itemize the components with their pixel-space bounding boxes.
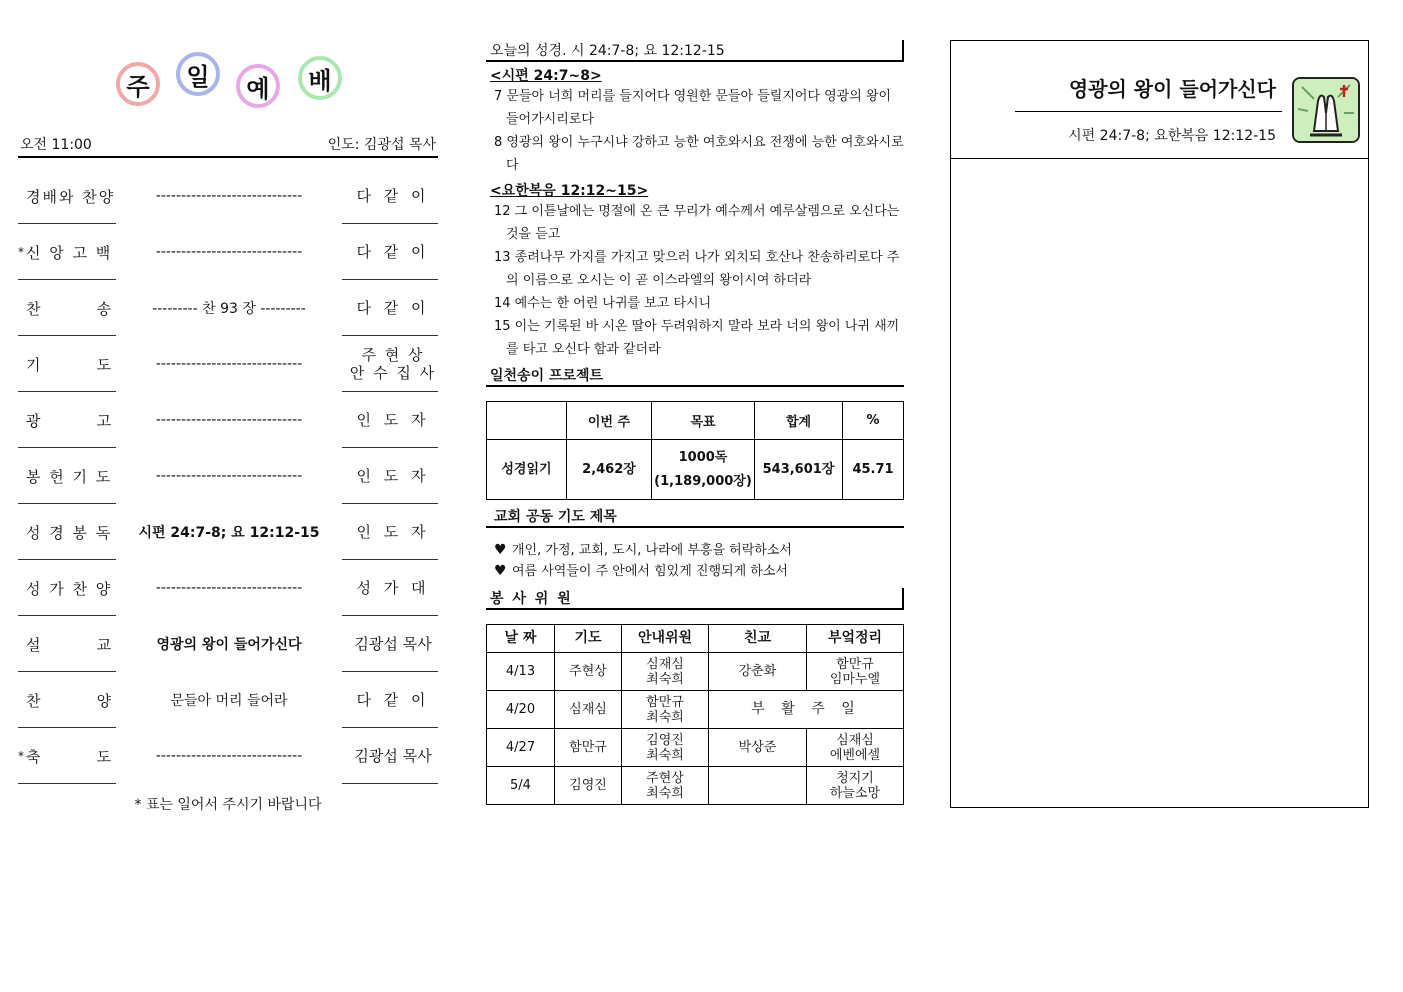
order-detail: ----------------------------- xyxy=(155,412,303,428)
verse: 13 종려나무 가지를 가지고 맞으러 나가 외치되 호산나 찬송하리로다 주의 이름으로 오시는 이 곧 이스라엘의 왕이시여 하더라 xyxy=(494,250,900,288)
sermon-panel xyxy=(950,40,1369,808)
hymn-title: 문들아 머리 들어라 xyxy=(170,693,288,709)
order-list xyxy=(18,168,438,784)
table-header-row xyxy=(487,625,904,653)
prayer-cell: 김영진 xyxy=(555,767,622,805)
fellowship-cell xyxy=(709,767,807,805)
title-char: 배 xyxy=(298,56,342,100)
standing-mark: * xyxy=(18,749,24,763)
order-person: 성 가 대 xyxy=(342,560,438,616)
order-label: 봉 헌 기 도 xyxy=(18,448,116,504)
heart-icon: ♥ xyxy=(494,542,507,558)
sermon-header xyxy=(951,41,1368,159)
fellowship-cell: 강춘화 xyxy=(709,653,807,691)
table-row xyxy=(487,440,904,500)
prayer-cell: 함만규 xyxy=(555,729,622,767)
john-label: <요한복음 12:12~15> xyxy=(490,183,649,199)
table-row xyxy=(487,691,904,729)
order-row xyxy=(18,672,438,728)
verse: 12 그 이튿날에는 명절에 온 큰 무리가 예수께서 예루살렘으로 오신다는 것을 듣고 xyxy=(494,204,900,242)
order-label: 축 도 xyxy=(18,728,116,784)
standing-footnote: * 표는 일어서 주시기 바랍니다 xyxy=(134,797,322,813)
scripture-heading: 오늘의 성경. 시 24:7-8; 요 12:12-15 xyxy=(486,40,904,62)
divider xyxy=(1015,111,1282,112)
order-detail: ----------------------------- xyxy=(155,468,303,484)
order-person: 인 도 자 xyxy=(342,504,438,560)
order-detail: ----------------------------- xyxy=(155,356,303,372)
order-row xyxy=(18,448,438,504)
table-header: 날 짜 xyxy=(487,625,555,653)
table-header: 목표 xyxy=(652,402,755,440)
project-table xyxy=(486,401,904,500)
table-row xyxy=(487,767,904,805)
goal-line: 1000독 xyxy=(678,449,728,465)
goal-cell xyxy=(652,440,755,500)
order-row xyxy=(18,392,438,448)
date-cell: 4/27 xyxy=(487,729,555,767)
order-row xyxy=(18,224,438,280)
table-row xyxy=(487,729,904,767)
order-row xyxy=(18,336,438,392)
order-label: 찬 송 xyxy=(18,280,116,336)
order-person: 인 도 자 xyxy=(342,392,438,448)
heart-icon: ♥ xyxy=(494,563,507,579)
date-cell: 4/20 xyxy=(487,691,555,729)
order-label: 광 고 xyxy=(18,392,116,448)
list-item: ♥ 개인, 가정, 교회, 도시, 나라에 부흥을 허락하소서 xyxy=(494,542,792,558)
list-item: ♥ 여름 사역들이 주 안에서 힘있게 진행되게 하소서 xyxy=(494,563,788,579)
kitchen-cell: 심재심 에벤에셀 xyxy=(807,729,904,767)
order-person: 다 같 이 xyxy=(342,280,438,336)
verse: 15 이는 기록된 바 시온 딸아 두려워하지 말라 보라 너의 왕이 나귀 새끼를 타고 오신다 함과 같더라 xyxy=(494,319,900,357)
table-header-row xyxy=(487,402,904,440)
prayer-cell: 심재심 xyxy=(555,691,622,729)
service-heading: 봉 사 위 원 xyxy=(486,588,904,610)
order-person: 주 현 상 안 수 집 사 xyxy=(342,336,438,392)
usher-cell: 김영진 최숙희 xyxy=(622,729,709,767)
order-person: 김광섭 목사 xyxy=(342,616,438,672)
title-char: 예 xyxy=(236,64,280,108)
kitchen-cell: 함만규 임마누엘 xyxy=(807,653,904,691)
psalm-label: <시편 24:7~8> xyxy=(490,68,602,84)
service-time: 오전 11:00 xyxy=(20,137,92,153)
verse: 14 예수는 한 어린 나귀를 보고 타시니 xyxy=(494,296,712,311)
order-row xyxy=(18,280,438,336)
this-week-cell: 2,462장 xyxy=(567,440,652,500)
order-label: 신 앙 고 백 xyxy=(18,224,116,280)
table-header: % xyxy=(843,402,904,440)
order-person: 다 같 이 xyxy=(342,224,438,280)
order-label: 성 가 찬 양 xyxy=(18,560,116,616)
easter-cell: 부 활 주 일 xyxy=(709,691,904,729)
title-char: 주 xyxy=(116,62,160,106)
table-header: 친교 xyxy=(709,625,807,653)
project-heading: 일천송이 프로젝트 xyxy=(486,365,904,387)
order-detail: ----------------------------- xyxy=(155,244,303,260)
order-label: 설 교 xyxy=(18,616,116,672)
order-person: 다 같 이 xyxy=(342,672,438,728)
sermon-reference: 시편 24:7-8; 요한복음 12:12-15 xyxy=(1068,128,1276,144)
prayer-heading: 교회 공동 기도 제목 xyxy=(486,506,904,528)
verse: 8 영광의 왕이 누구시냐 강하고 능한 여호와시요 전쟁에 능한 여호와시로다 xyxy=(494,135,904,173)
title-char: 일 xyxy=(176,52,220,96)
usher-cell: 심재심 최숙희 xyxy=(622,653,709,691)
table-header: 이번 주 xyxy=(567,402,652,440)
psalm-verses xyxy=(486,85,904,177)
table-header: 합계 xyxy=(755,402,843,440)
order-detail: ----------------------------- xyxy=(155,580,303,596)
worship-order-panel xyxy=(18,40,438,820)
order-row xyxy=(18,728,438,784)
order-row xyxy=(18,504,438,560)
prayer-list xyxy=(494,540,904,582)
kitchen-cell: 청지기 하늘소망 xyxy=(807,767,904,805)
order-row xyxy=(18,168,438,224)
order-person: 인 도 자 xyxy=(342,448,438,504)
sermon-title: 영광의 왕이 들어가신다 xyxy=(156,637,302,653)
order-row xyxy=(18,560,438,616)
table-header: 기도 xyxy=(555,625,622,653)
order-label: 찬 양 xyxy=(18,672,116,728)
order-detail: --------- 찬 93 장 --------- xyxy=(152,301,306,317)
total-cell: 543,601장 xyxy=(755,440,843,500)
table-row xyxy=(487,653,904,691)
row-label: 성경읽기 xyxy=(487,440,567,500)
verse: 7 문들아 너희 머리를 들지어다 영원한 문들아 들릴지어다 영광의 왕이 들어가시리로다 xyxy=(494,89,892,127)
order-detail: ----------------------------- xyxy=(155,188,303,204)
order-person: 김광섭 목사 xyxy=(342,728,438,784)
order-row xyxy=(18,616,438,672)
prayer-cell: 주현상 xyxy=(555,653,622,691)
goal-line: (1,189,000장) xyxy=(654,473,752,489)
praying-hands-icon xyxy=(1292,77,1360,143)
worship-title xyxy=(116,48,356,118)
john-verses xyxy=(486,200,904,361)
order-person: 다 같 이 xyxy=(342,168,438,224)
order-label: 성 경 봉 독 xyxy=(18,504,116,560)
order-label: 기 도 xyxy=(18,336,116,392)
percent-cell: 45.71 xyxy=(843,440,904,500)
standing-mark: * xyxy=(18,245,24,259)
table-header: 부엌정리 xyxy=(807,625,904,653)
service-info xyxy=(18,132,438,158)
scripture-reference: 시편 24:7-8; 요 12:12-15 xyxy=(138,525,320,541)
order-label: 경배와 찬양 xyxy=(18,168,116,224)
date-cell: 4/13 xyxy=(487,653,555,691)
usher-cell: 함만규 최숙희 xyxy=(622,691,709,729)
order-detail: ----------------------------- xyxy=(155,748,303,764)
service-table xyxy=(486,624,904,805)
usher-cell: 주현상 최숙희 xyxy=(622,767,709,805)
fellowship-cell: 박상준 xyxy=(709,729,807,767)
sermon-title: 영광의 왕이 들어가신다 xyxy=(1068,77,1276,101)
table-header xyxy=(487,402,567,440)
date-cell: 5/4 xyxy=(487,767,555,805)
service-leader: 인도: 김광섭 목사 xyxy=(327,137,436,153)
table-header: 안내위원 xyxy=(622,625,709,653)
middle-panel xyxy=(486,40,904,820)
